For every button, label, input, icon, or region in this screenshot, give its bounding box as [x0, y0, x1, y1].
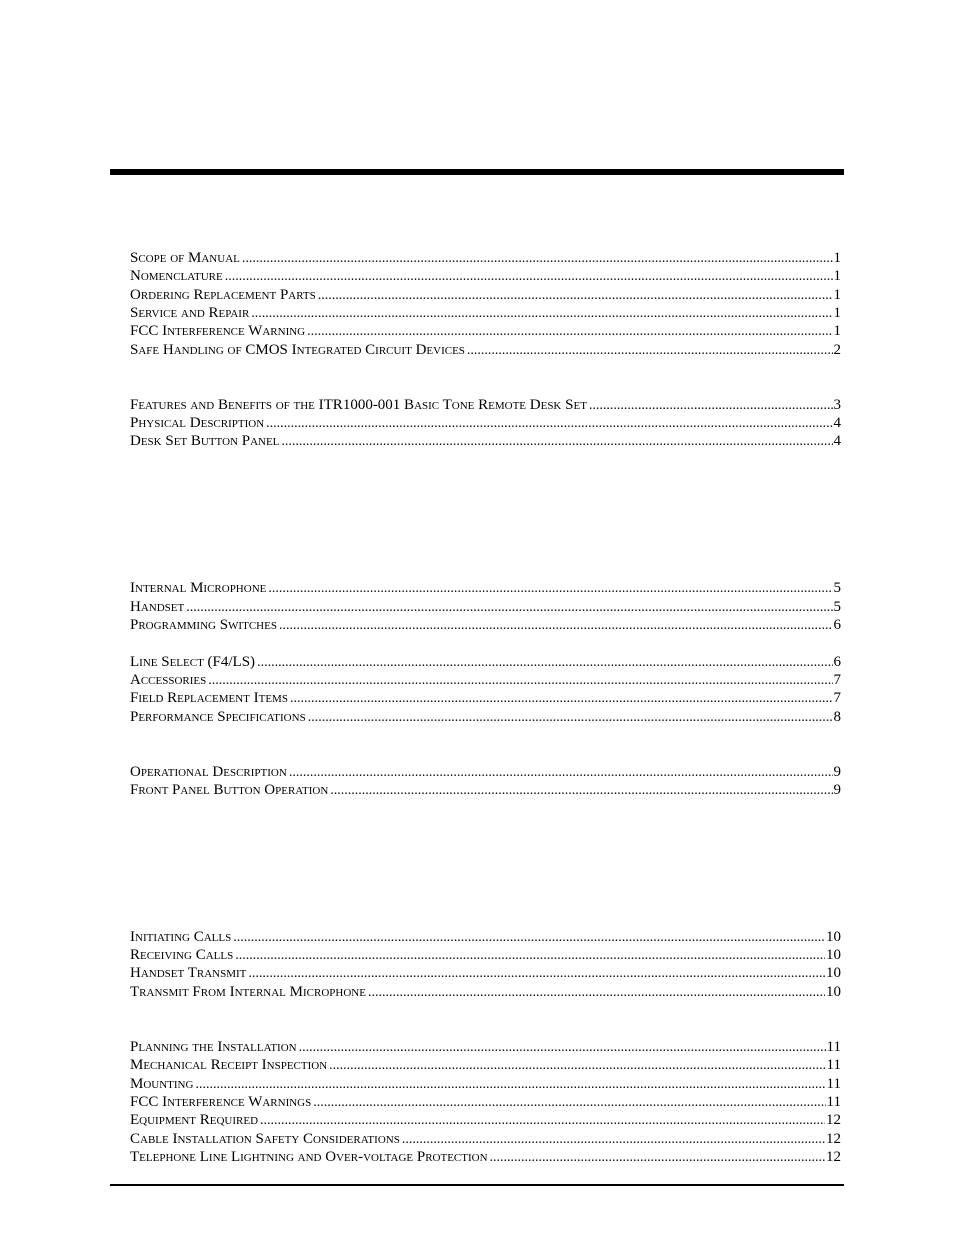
toc-entry-title: FCC Interference Warning: [130, 323, 306, 340]
dot-leader: [235, 947, 825, 965]
toc-entry-page: 11: [826, 1093, 841, 1110]
toc-entry-page: 12: [826, 1148, 841, 1165]
toc-entry: [130, 414, 841, 432]
toc-entry: [130, 1056, 841, 1074]
toc-entry-page: 11: [826, 1075, 841, 1092]
toc-entry: [130, 322, 841, 340]
dot-leader: [195, 1076, 825, 1094]
toc-entry-page: 10: [826, 983, 841, 1000]
toc-entry-page: 3: [833, 396, 841, 413]
toc-entry-page: 5: [833, 580, 841, 597]
footer-rule: [110, 1184, 844, 1186]
dot-leader: [318, 287, 833, 305]
toc-entry-title: Physical Description: [130, 415, 265, 432]
toc-entry-title: FCC Interference Warnings: [130, 1093, 312, 1110]
toc-entry: [130, 983, 841, 1001]
toc-entry: [130, 432, 841, 450]
toc-entry: [130, 689, 841, 707]
toc-entry: [130, 249, 841, 267]
toc-entry-page: 1: [833, 250, 841, 266]
toc-entry-title: Planning the Installation: [130, 1038, 297, 1055]
dot-leader: [266, 415, 832, 433]
toc-entry: [130, 1148, 841, 1166]
toc-section: [130, 1038, 841, 1166]
dot-leader: [329, 1057, 825, 1075]
toc-entry: [130, 396, 841, 414]
toc-entry-title: Line Select (F4/LS): [130, 653, 256, 670]
toc-entry-page: 1: [833, 268, 841, 285]
toc-entry-page: 7: [833, 690, 841, 707]
dot-leader: [290, 690, 833, 708]
toc-entry: [130, 1111, 841, 1129]
toc-entry-title: Cable Installation Safety Considerations: [130, 1130, 400, 1147]
dot-leader: [313, 1094, 825, 1112]
toc-entry-title: Ordering Replacement Parts: [130, 286, 316, 303]
toc-entry-title: Initiating Calls: [130, 928, 232, 945]
toc-entry: [130, 1038, 841, 1056]
toc-entry: [130, 708, 841, 726]
toc-entry: [130, 286, 841, 304]
toc-entry-title: Service and Repair: [130, 305, 250, 322]
toc-entry-page: 6: [833, 653, 841, 670]
toc-entry: [130, 579, 841, 597]
toc-entry: [130, 946, 841, 964]
toc-entry: [130, 1093, 841, 1111]
dot-leader: [225, 268, 833, 286]
toc-entry-page: 6: [833, 616, 841, 633]
toc-entry-title: Front Panel Button Operation: [130, 782, 329, 798]
toc-entry-title: Mounting: [130, 1075, 194, 1092]
toc-section: [130, 396, 841, 451]
toc-entry-title: Telephone Line Lightning and Over-voltage Protection: [130, 1148, 488, 1165]
dot-leader: [307, 323, 832, 341]
toc-entry-title: Receiving Calls: [130, 947, 234, 964]
dot-leader: [279, 617, 833, 635]
toc-entry-page: 2: [833, 341, 841, 358]
toc-entry-page: 9: [833, 782, 841, 798]
toc-entry-page: 10: [826, 947, 841, 964]
toc-entry-title: Transmit From Internal Microphone: [130, 983, 366, 1000]
toc-section: [130, 763, 841, 800]
dot-leader: [257, 654, 832, 672]
toc-entry-title: Scope of Manual: [130, 250, 240, 266]
toc-entry: [130, 928, 841, 946]
toc-entry: [130, 598, 841, 616]
dot-leader: [242, 250, 833, 268]
dot-leader: [233, 929, 825, 947]
dot-leader: [467, 342, 833, 360]
toc-entry-page: 10: [826, 928, 841, 945]
toc-entry-title: Desk Set Button Panel: [130, 433, 280, 450]
dot-leader: [490, 1149, 825, 1167]
toc-entry-title: Equipment Required: [130, 1112, 259, 1129]
toc-entry-title: Mechanical Receipt Inspection: [130, 1057, 328, 1074]
dot-leader: [186, 599, 832, 617]
toc-entry-title: Field Replacement Items: [130, 690, 288, 707]
toc-entry: [130, 781, 841, 799]
toc-section: [130, 249, 841, 359]
toc-section: [130, 928, 841, 1001]
toc-entry-title: Safe Handling of CMOS Integrated Circuit Devices: [130, 341, 465, 358]
dot-leader: [268, 580, 832, 598]
toc-entry-title: Handset: [130, 598, 185, 615]
toc-entry-page: 4: [833, 415, 841, 432]
dot-leader: [251, 305, 832, 323]
toc-entry-title: Features and Benefits of the ITR1000-001 Basic Tone Remote Desk Set: [130, 396, 587, 413]
toc-entry: [130, 616, 841, 634]
dot-leader: [289, 764, 833, 782]
toc-entry-page: 9: [833, 763, 841, 780]
toc-entry-page: 1: [833, 323, 841, 340]
toc-entry-title: Operational Description: [130, 763, 287, 780]
dot-leader: [589, 397, 833, 415]
toc-entry-page: 1: [833, 305, 841, 322]
toc-entry-title: Internal Microphone: [130, 580, 267, 597]
toc-entry: [130, 267, 841, 285]
toc-entry-page: 12: [826, 1130, 841, 1147]
table-of-contents: [130, 249, 841, 1166]
toc-entry-page: 11: [826, 1057, 841, 1074]
toc-entry: [130, 763, 841, 781]
dot-leader: [281, 433, 832, 451]
toc-entry: [130, 1130, 841, 1148]
dot-leader: [208, 672, 832, 690]
header-rule: [110, 169, 844, 175]
toc-entry-title: Performance Specifications: [130, 708, 306, 725]
toc-entry-title: Programming Switches: [130, 616, 277, 633]
dot-leader: [402, 1131, 825, 1149]
toc-entry-page: 5: [833, 598, 841, 615]
toc-entry: [130, 1075, 841, 1093]
toc-entry-title: Handset Transmit: [130, 965, 247, 982]
dot-leader: [299, 1039, 826, 1057]
toc-entry-title: Nomenclature: [130, 268, 223, 285]
toc-entry: [130, 341, 841, 359]
toc-entry-page: 11: [826, 1038, 841, 1055]
toc-section: [130, 579, 841, 634]
dot-leader: [248, 965, 825, 983]
dot-leader: [330, 782, 832, 800]
toc-section: [130, 653, 841, 726]
toc-entry-page: 4: [833, 433, 841, 450]
toc-entry-page: 12: [826, 1112, 841, 1129]
toc-entry-title: Accessories: [130, 671, 207, 688]
toc-entry-page: 1: [833, 286, 841, 303]
dot-leader: [260, 1112, 825, 1130]
toc-entry-page: 7: [833, 671, 841, 688]
toc-entry: [130, 964, 841, 982]
dot-leader: [368, 984, 825, 1002]
toc-entry-page: 10: [826, 965, 841, 982]
dot-leader: [308, 709, 833, 727]
toc-entry: [130, 304, 841, 322]
toc-entry-page: 8: [833, 708, 841, 725]
toc-entry: [130, 653, 841, 671]
toc-entry: [130, 671, 841, 689]
